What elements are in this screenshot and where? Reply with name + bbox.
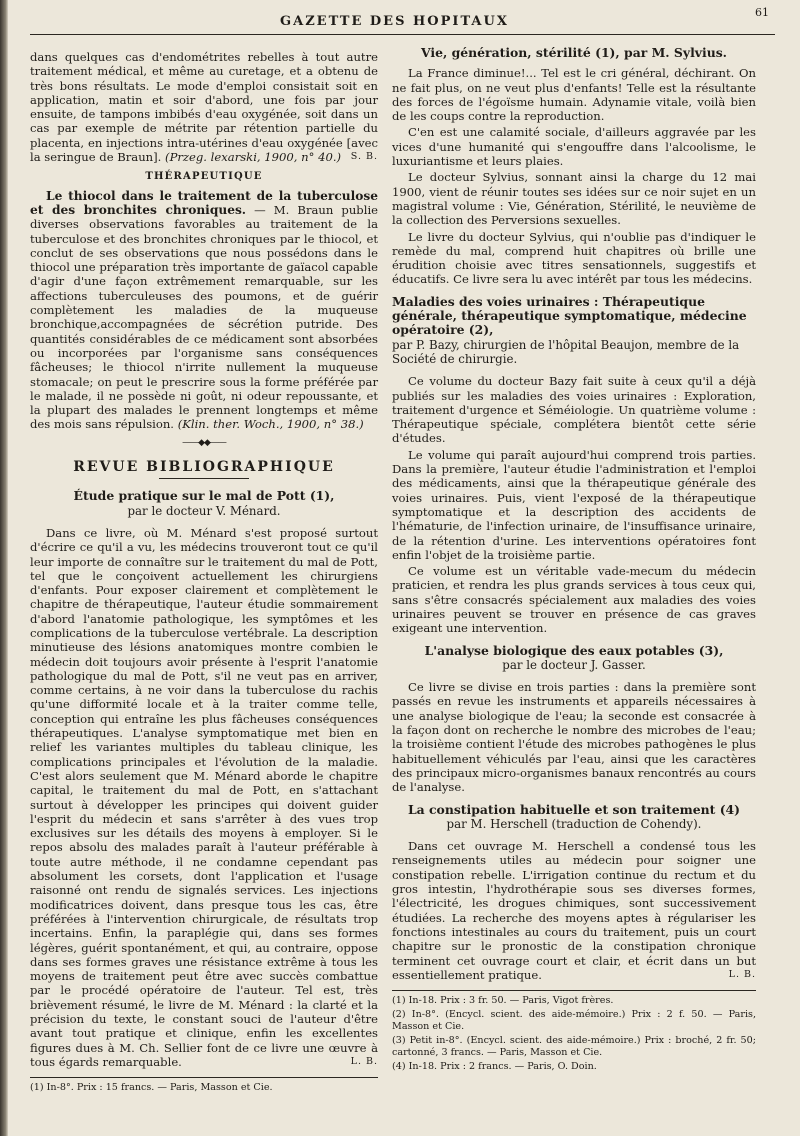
- vie-paragraph-3: Le docteur Sylvius, sonnant ainsi la charge du 12 mai 1900, vient de réunir toutes ses idées sur ce noir sujet en un magistral volume : Vie, Génération, Stérilité, le neuvième de la collection des Perversions sexuelles.: [392, 170, 756, 228]
- intro-citation: (Przeg. lexarski, 1900, n° 40.): [165, 150, 342, 165]
- running-title: GAZETTE DES HOPITAUX: [280, 14, 509, 29]
- page-number: 61: [755, 6, 769, 19]
- right-column: [392, 46, 756, 1074]
- vie-paragraph-2: C'en est une calamité sociale, d'ailleurs aggravée par les vices d'une humanité qui s'engouffre dans l'alcoolisme, le luxuriantisme et leurs plaies.: [392, 125, 756, 169]
- constipation-paragraph: Dans cet ouvrage M. Herschell a condensé tous les renseignements utiles au médecin pour soigner une constipation rebelle. L'irrigation continue du rectum et du gros intestin, l'hydrothérapie sous ses diverses formes, l'électricité, les drogues chimiques, sont successivement étudiées. La recherche des moyens aptes à régulariser les fonctions intestinales au cours du traitement, puis un court chapitre sur le pronostic de la constipation chronique terminent cet ouvrage court et clair, et écrit dans un but essentiellement pratique. L. B.: [392, 839, 756, 982]
- pott-paragraph: Dans ce livre, où M. Ménard s'est proposé surtout d'écrire ce qu'il a vu, les médecins trouveront tout ce qu'il leur importe de connaître sur le traitement du mal de Pott, tel que le conçoivent actuellement les chirurgiens d'enfants. Pour exposer clairement et complètement le chapitre de thérapeutique, l'auteur étudie sommairement d'abord l'anatomie pathologique, les symptômes et les complications de la tuberculose vertébrale. La description minutieuse des lésions anatomiques montre combien le médecin doit toujours avoir présente à l'esprit l'anatomie pathologique du mal de Pott, s'il ne veut pas en arriver, comme certains, à ne voir dans la tuberculose du rachis qu'une difformité locale et à la traiter comme telle, conception qui entraîne les plus fâcheuses conséquences thérapeutiques. L'analyse symptomatique met bien en relief les variantes multiples du tableau clinique, les complications principales et l'évolution de la maladie. C'est alors seulement que M. Ménard aborde le chapitre capital, le traitement du mal de Pott, en s'attachant surtout à développer les principes qui doivent guider l'esprit du médecin et sans s'arrêter à des vues trop exclusives sur les détails des moyens à employer. Si le repos absolu des malades paraît à l'auteur préférable à toute autre méthode, il ne condamne cependant pas absolument les corsets, dont l'application et l'usage raisonné ont rendu de signalés services. Les injections modificatrices doivent, dans presque tous les cas, être préférées à l'intervention chirurgicale, de résultats trop incertains. Enfin, la paraplégie qui, dans ses formes légères, guérit spontanément, et qui, au contraire, oppose dans ses formes graves une résistance extrême à tous les moyens de traitement peut être avec succès combattue par le procédé opératoire de l'auteur. Tel est, très brièvement résumé, le livre de M. Ménard : la clarté et la précision du texte, le constant souci de l'auteur d'être avant tout pratique et clinique, enfin les excellentes figures dues à M. Ch. Sellier font de ce livre une œuvre à tous égards remarquable. L. B.: [30, 525, 378, 1069]
- pott-title: Étude pratique sur le mal de Pott (1),: [73, 488, 335, 504]
- footnote-rule: [392, 990, 756, 991]
- intro-signature: S. B.: [350, 151, 378, 163]
- left-footnote: (1) In-8°. Prix : 15 francs. — Paris, Masson et Cie.: [30, 1082, 273, 1094]
- left-column: [30, 50, 378, 1095]
- urinaires-paragraph-2: Le volume qui paraît aujourd'hui comprend trois parties. Dans la première, l'auteur étudie l'administration et l'emploi des médicaments, ainsi que la thérapeutique générale des voies urinaires. Puis, vient l'exposé de la thérapeutique symptomatique et la description des accidents de l'hématurie, de l'infection urinaire, de l'insuffisance urinaire, de la rétention d'urine. Les interventions opératoires font enfin l'objet de la troisième partie.: [392, 447, 756, 562]
- constipation-title: La constipation habituelle et son traitement (4): [407, 801, 741, 817]
- pott-signature: L. B.: [350, 1055, 378, 1067]
- constipation-signature: L. B.: [728, 968, 756, 980]
- section-heading-therapeutique: THÉRAPEUTIQUE: [145, 171, 263, 183]
- urinaires-paragraph-1: Ce volume du docteur Bazy fait suite à ceux qu'il a déjà publiés sur les maladies des voies urinaires : Exploration, traitement d'urgence et Séméiologie. Un quatrième volume : Thérapeutique spéciale, complétera bientôt cette série d'études.: [392, 374, 756, 446]
- constipation-byline: par M. Herschell (traduction de Cohendy).: [446, 816, 702, 831]
- footnote-3: (3) Petit in-8°. (Encycl. scient. des aide-mémoire.) Prix : broché, 2 fr. 50; cartonné, 3 francs. — Paris, Masson et Cie.: [392, 1034, 756, 1059]
- urinaires-paragraph-3: Ce volume est un véritable vade-mecum du médecin praticien, et rendra les plus grands services à tous ceux qui, sans s'être consacrés spécialement aux maladies des voies urinaires peuvent se trouver en présence de cas graves exigeant une intervention.: [392, 564, 756, 636]
- section-rule: [159, 478, 249, 479]
- urinaires-title: Maladies des voies urinaires : Thérapeutique générale, thérapeutique symptomatique, médecine opératoire (2),: [392, 293, 747, 338]
- thiocol-author: — M. Braun: [254, 202, 334, 217]
- footnote-rule: [30, 1077, 378, 1078]
- pott-byline: par le docteur V. Ménard.: [127, 503, 281, 518]
- vie-paragraph-1: La France diminue!... Tel est le cri général, déchirant. On ne fait plus, on ne veut plus d'enfants! Telle est la résultante des forces de l'égoïsme humain. Adynamie vitale, voilà bien de les coups contre la reproduction.: [392, 66, 756, 124]
- intro-paragraph: dans quelques cas d'endométrites rebelles à tout autre traitement médical, et même au curetage, et a obtenu de très bons résultats. Le mode d'emploi consistait soit en application, matin et soir d'abord, une fois par jour ensuite, de tampons imbibés d'eau oxygénée, soit dans un cas par exemple de métrite par rétention partielle du placenta, en injections intra-utérines d'eau oxygénée [avec la seringue de Braun]. (Przeg. lexarski, 1900, n° 40.) S. B.: [30, 50, 378, 165]
- page-binding-edge: [0, 0, 8, 1136]
- ornament-divider: ——◆◆——: [182, 437, 226, 448]
- thiocol-citation: (Klin. ther. Woch., 1900, n° 38.): [177, 417, 364, 432]
- page-header: [30, 6, 775, 36]
- eaux-paragraph: Ce livre se divise en trois parties : dans la première sont passés en revue les instruments et appareils nécessaires à une analyse biologique de l'eau; la seconde est consacrée à la façon dont on recherche le nombre des microbes de l'eau; la troisième contient l'étude des microbes pathogènes le plus habituellement véhiculés par l'eau, ainsi que les caractères des principaux micro-organismes banaux rencontrés au cours de l'analyse.: [392, 680, 756, 795]
- eaux-title: L'analyse biologique des eaux potables (3),: [424, 642, 724, 658]
- vie-title: Vie, génération, stérilité (1), par M. Sylvius.: [420, 45, 727, 60]
- urinaires-byline: par P. Bazy, chirurgien de l'hôpital Beaujon, membre de la Société de chirurgie.: [392, 337, 740, 366]
- footnote-1: (1) In-18. Prix : 3 fr. 50. — Paris, Vigot frères.: [392, 995, 614, 1007]
- footnote-4: (4) In-18. Prix : 2 francs. — Paris, O. Doin.: [392, 1060, 597, 1072]
- eaux-byline: par le docteur J. Gasser.: [502, 657, 646, 672]
- right-footnotes: [392, 995, 756, 1073]
- thiocol-paragraph: Le thiocol dans le traitement de la tuberculose et des bronchites chroniques. — M. Braun publie diverses observations favorables au traitement de la tuberculose et des bronchites chroniques par le thiocol, et conclut de ses observations que nous possédons dans le thiocol une préparation très importante de gaïacol capable d'agir d'une façon extrêmement remarquable, sur les affections tuberculeuses des poumons, et de guérir complètement les maladies de la muqueuse bronchique,accompagnées de sécrétion putride. Des quantités considérables de ce médicament sont absorbées ou incorporées par l'organisme sans conséquences fâcheuses; le thiocol n'irrite nullement la muqueuse stomacale; on peut le prescrire sous la forme préférée par le malade, il ne possède ni goût, ni odeur repoussante, et la plupart des malades le prennent longtemps et même des mois sans répulsion. (Klin. ther. Woch., 1900, n° 38.): [30, 188, 379, 432]
- thiocol-title: Le thiocol dans le traitement de la tuberculose et des bronchites chroniques.: [30, 188, 378, 217]
- footnote-2: (2) In-8°. (Encycl. scient. des aide-mémoire.) Prix : 2 f. 50. — Paris, Masson et Cie.: [392, 1008, 756, 1033]
- header-rule: [30, 34, 775, 35]
- vie-paragraph-4: Le livre du docteur Sylvius, qui n'oublie pas d'indiquer le remède du mal, comprend huit chapitres où brille une érudition choisie avec titres sensationnels, suggestifs et éducatifs. Ce livre sera lu avec intérêt par tous les médecins.: [392, 229, 756, 287]
- revue-bibliographique-title: REVUE BIBLIOGRAPHIQUE: [73, 459, 335, 476]
